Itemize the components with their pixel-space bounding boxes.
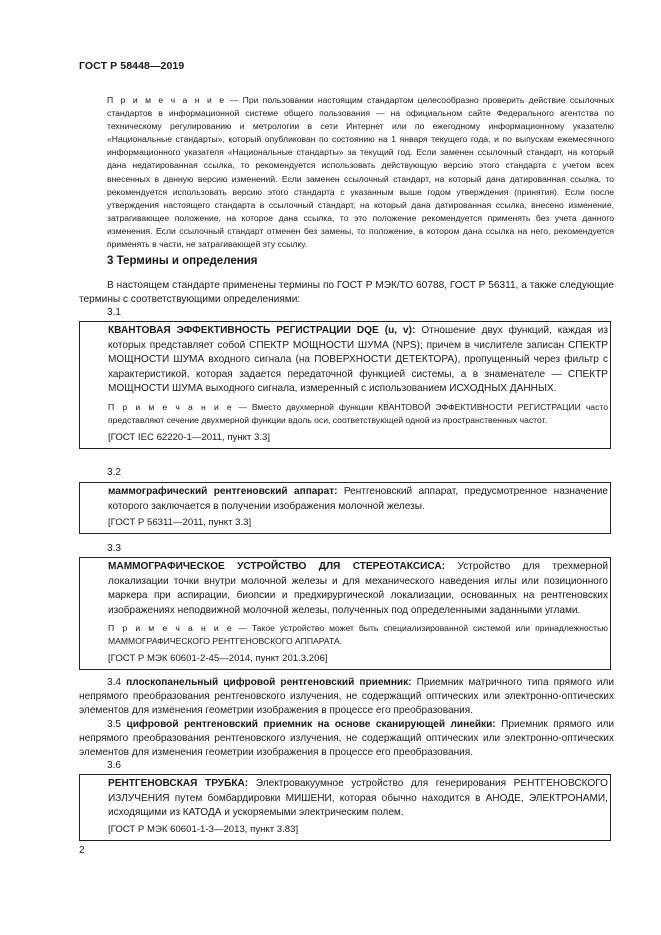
note-label: П р и м е ч а н и е — [107, 95, 226, 105]
term-box — [79, 774, 611, 841]
top-note — [79, 94, 614, 251]
term-definition — [80, 324, 610, 397]
term-name: МАММОГРАФИЧЕСКОЕ УСТРОЙСТВО ДЛЯ СТЕРЕОТАКСИСА: — [108, 561, 446, 572]
term-number: 3.3 — [107, 543, 122, 554]
term-definition — [80, 777, 610, 821]
term-plain — [79, 676, 614, 719]
term-name: РЕНТГЕНОВСКАЯ ТРУБКА: — [108, 778, 249, 789]
term-note — [80, 401, 610, 427]
note-label: П р и м е ч а н и е — [108, 623, 234, 634]
page-number: 2 — [79, 845, 85, 856]
term-plain — [79, 718, 614, 761]
section-intro: В настоящем стандарте применены термины по ГОСТ Р МЭК/ТО 60788, ГОСТ Р 56311, а также следующие термины с соответствующими определениями: — [79, 280, 614, 306]
term-definition — [80, 485, 610, 514]
term-box — [79, 482, 611, 534]
note-text: — Вместо двухмерной функции КВАНТОВОЙ ЭФФЕКТИВНОСТИ РЕГИСТРАЦИИ часто представляют сечение двухмерной функции вдоль оси, соответствующей одной из пространственных частот. — [108, 401, 608, 425]
term-note — [80, 622, 610, 648]
term-name: цифровой рентгеновский приемник на основе сканирующей линейки: — [126, 719, 496, 730]
term-number: 3.6 — [107, 760, 122, 771]
term-name: маммографический рентгеновский аппарат: — [108, 486, 338, 497]
term-name: КВАНТОВАЯ ЭФФЕКТИВНОСТЬ РЕГИСТРАЦИИ DQE (u, v): — [108, 325, 416, 336]
term-number: 3.5 — [107, 719, 122, 730]
term-source: [ГОСТ Р 56311—2011, пункт 3.3] — [108, 517, 252, 529]
document-header: ГОСТ Р 58448—2019 — [79, 60, 185, 72]
term-number: 3.2 — [107, 467, 122, 478]
term-source: [ГОСТ Р МЭК 60601-1-3—2013, пункт 3.83] — [108, 823, 299, 835]
term-number: 3.1 — [107, 307, 122, 318]
note-text: — При пользовании настоящим стандартом целесообразно проверить действие ссылочных стандартов в информационной системе общего пользования — на официальном сайте Федерального агентства по техническому регулированию и метрологии в сети Интернет или по ежегодному информационному указателю «Национальные стандарты», который опубликован по состоянию на 1 января текущего года, и по выпускам ежемесячного информационного указателя «Национальные стандарты» за текущий год. Если заменен ссылочный стандарт, на который дана недатированная ссылка, то рекомендуется использовать действующую версию этого стандарта с учетом всех внесенных в данную версию изменений. Если заменен ссылочный стандарт, на который дана датированная ссылка, то рекомендуется использовать версию этого стандарта с указанным выше годом утверждения (принятия). Если после утверждения настоящего стандарта в ссылочный стандарт, на который дана датированная ссылка, внесено изменение, затрагивающее положение, на которое дана ссылка, то это положение рекомендуется применять без учета данного изменения. Если ссылочный стандарт отменен без замены, то положение, в котором дана ссылка на него, рекомендуется применять в части, не затрагивающей эту ссылку. — [107, 95, 615, 250]
term-name: плоскопанельный цифровой рентгеновский приемник: — [126, 677, 412, 688]
term-source: [ГОСТ IEC 62220-1—2011, пункт 3.3] — [108, 431, 270, 443]
term-source: [ГОСТ Р МЭК 60601-2-45—2014, пункт 201.3.206] — [108, 653, 328, 665]
term-box — [79, 557, 611, 670]
note-text: — Такое устройство может быть специализированной системой или принадлежностью МАММОГРАФИЧЕСКОГО РЕНТГЕНОВСКОГО АППАРАТА. — [108, 623, 608, 647]
term-number: 3.4 — [107, 677, 122, 688]
term-text: Отношение двух функций, каждая из которых представляет собой СПЕКТР МОЩНОСТИ ШУМА (NPS); причем в числителе записан СПЕКТР МОЩНОСТИ ШУМА входного сигнала (на ПОВЕРХНОСТИ ДЕТЕКТОРА), пропущенный через фильтр с характеристикой, которая задается передаточной функцией системы, а в знаменателе — СПЕКТР МОЩНОСТИ ШУМА выходного сигнала, измеренный с использованием ИСХОДНЫХ ДАННЫХ. — [108, 325, 608, 395]
term-text: Электровакуумное устройство для генерирования РЕНТГЕНОВСКОГО ИЗЛУЧЕНИЯ путем бомбардировки МИШЕНИ, которая обычно находится в АНОДЕ, ЭЛЕКТРОНАМИ, исходящими из КАТОДА и ускоряемыми электрическим полем. — [108, 778, 608, 819]
note-label: П р и м е ч а н и е — [108, 401, 234, 412]
term-box — [79, 321, 611, 449]
section-title: 3 Термины и определения — [107, 255, 258, 267]
term-text: Рентгеновский аппарат, предусмотренное назначение которого заключается в получении изображения молочной железы. — [108, 486, 608, 512]
term-text: Устройство для трехмерной локализации точки внутри молочной железы и для механического наведения иглы или позиционного маркера при аспирации, биопсии и предхирургической локализации, основанных на рентгеновских изображениях неподвижной молочной железы, полученных под определенными заданными углами. — [108, 561, 608, 616]
term-text: Приемник матричного типа прямого или непрямого преобразования рентгеновского излучения, не содержащий оптических или электронно-оптических элементов для изменения геометрии изображения в процессе его преобразования. — [79, 677, 614, 717]
term-text: Приемник прямого или непрямого преобразования рентгеновского излучения, не содержащий оптических или электронно-оптических элементов для изменения геометрии изображения в процессе его преобразования. — [79, 719, 614, 759]
term-definition — [80, 560, 610, 618]
